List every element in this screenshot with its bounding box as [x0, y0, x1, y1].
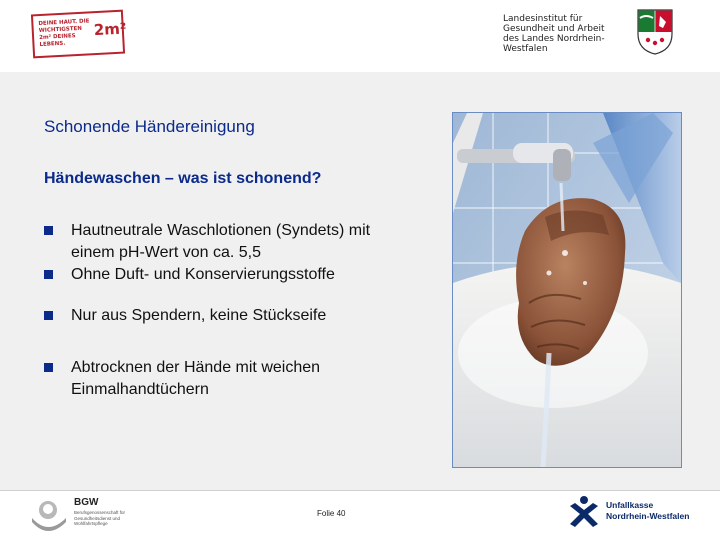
bgw-name: BGW	[74, 497, 99, 508]
unfallkasse-line-1: Unfallkasse	[606, 500, 654, 510]
bullet-text: Hautneutrale Waschlotionen (Syndets) mit einem pH-Wert von ca. 5,5	[71, 222, 371, 261]
slide-subtitle: Händewaschen – was ist schonend?	[44, 170, 322, 187]
bullet-text: Nur aus Spendern, keine Stückseife	[71, 307, 327, 324]
bullet-square-icon	[44, 311, 53, 320]
nrw-crest-icon	[636, 8, 674, 56]
bullet-item	[44, 305, 404, 327]
institute-line-3: des Landes Nordrhein-Westfalen	[503, 34, 605, 54]
campaign-stamp-text: DEINE HAUT. DIE WICHTIGSTEN 2m² DEINES LEBENS.	[38, 18, 90, 49]
handwashing-photo	[452, 112, 682, 468]
bullet-item	[44, 220, 404, 264]
bullet-text: Abtrocknen der Hände mit weichen Einmalhandtüchern	[71, 359, 321, 398]
bullet-square-icon	[44, 270, 53, 279]
institute-name	[503, 14, 633, 54]
campaign-stamp-mark: 2m²	[93, 19, 127, 40]
bullet-square-icon	[44, 226, 53, 235]
bgw-subtitle: Berufsgenossenschaft für Gesundheitsdienst und Wohlfahrtspflege	[74, 510, 126, 526]
bullet-item	[44, 357, 404, 401]
slide-number: Folie 40	[317, 509, 346, 518]
unfallkasse-name	[606, 500, 716, 522]
slide-title: Schonende Händereinigung	[44, 117, 255, 136]
skin-campaign-logo	[32, 12, 127, 54]
campaign-stamp	[31, 10, 125, 59]
institute-line-2: Gesundheit und Arbeit	[503, 24, 605, 34]
bullet-list	[44, 220, 404, 401]
institute-line-1: Landesinstitut für	[503, 14, 583, 24]
bullet-square-icon	[44, 363, 53, 372]
footer-divider	[0, 490, 720, 491]
unfallkasse-logo-icon	[566, 494, 602, 530]
handwashing-illustration	[453, 113, 681, 467]
bullet-item	[44, 264, 404, 286]
unfallkasse-line-2: Nordrhein-Westfalen	[606, 511, 690, 521]
header-bar	[0, 0, 720, 72]
bullet-text: Ohne Duft- und Konservierungsstoffe	[71, 266, 335, 283]
